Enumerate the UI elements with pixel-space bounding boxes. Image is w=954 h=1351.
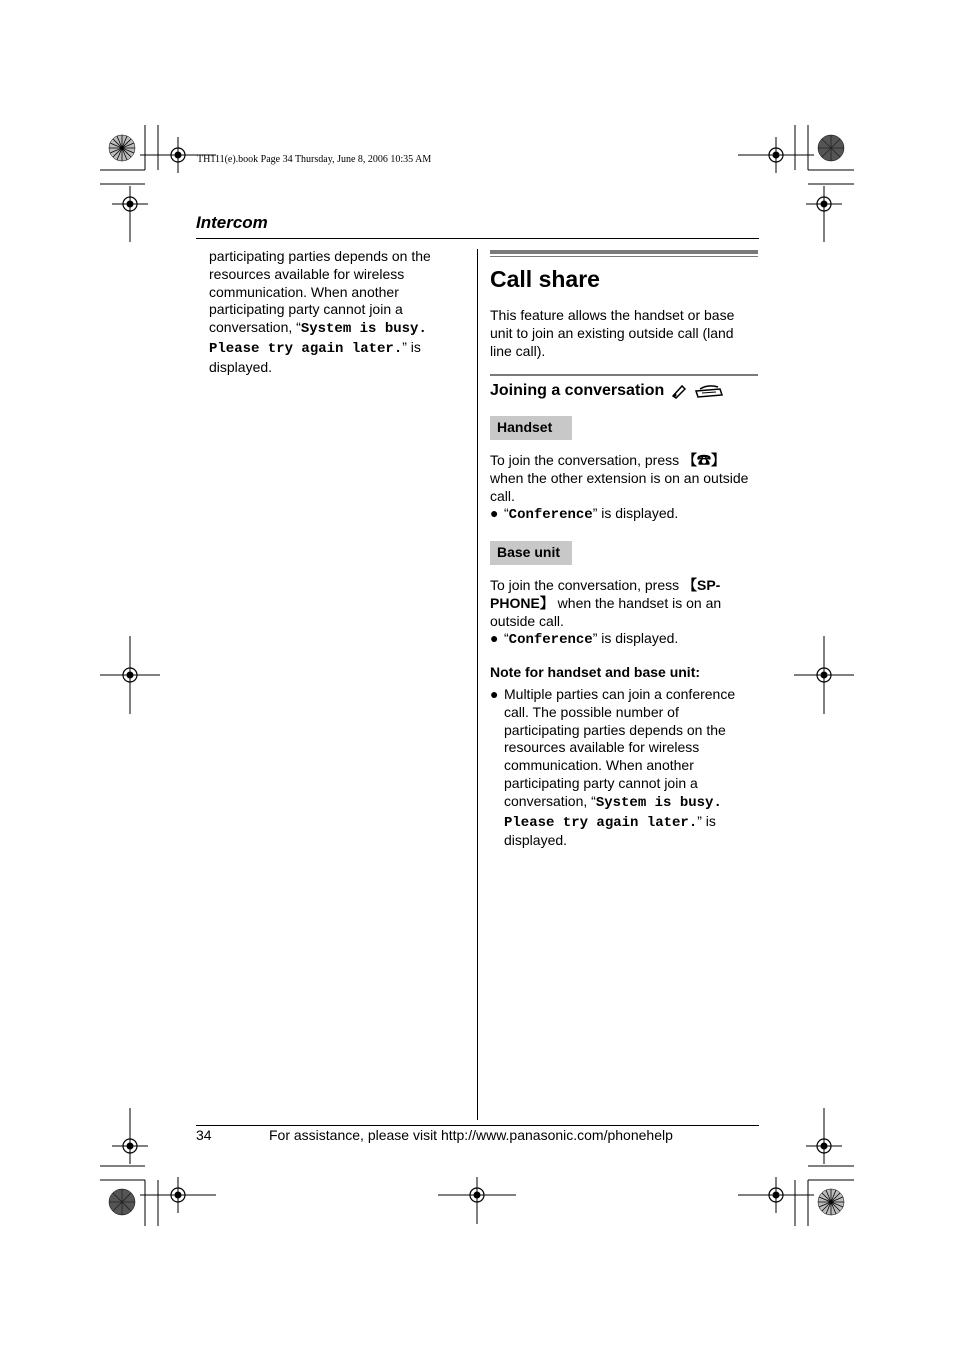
bullet-icon: ●	[490, 630, 499, 647]
note-title: Note for handset and base unit:	[490, 664, 701, 681]
header-rule	[196, 238, 759, 239]
joining-heading: Joining a conversation	[490, 382, 665, 400]
base-unit-label: Base unit	[490, 541, 572, 565]
handset-instruction	[490, 452, 758, 505]
bullet-icon: ●	[490, 505, 499, 522]
note-text-end: ” is displayed.	[504, 812, 716, 849]
handset-label: Handset	[490, 416, 572, 440]
note-bullet	[490, 686, 758, 850]
footer-assistance: For assistance, please visit http://www.panasonic.com/phonehelp	[269, 1127, 673, 1143]
left-column-text	[209, 248, 471, 377]
print-info: TH111(e).book Page 34 Thursday, June 8, 2006 10:35 AM	[197, 154, 432, 165]
talk-key: 【☎】	[683, 451, 725, 468]
note-mono-message: System is busy. Please try again later.	[504, 794, 722, 831]
bullet-post: ” is displayed.	[592, 630, 679, 647]
heading-rule-thick	[490, 250, 758, 254]
bullet-pre: “	[504, 630, 509, 647]
handset-bullet	[490, 505, 758, 525]
bullet-mono: Conference	[508, 632, 593, 649]
base-instruction-post: when the handset is on an outside call.	[490, 594, 722, 629]
base-unit-icon	[694, 383, 724, 399]
bullet-mono: Conference	[508, 507, 593, 524]
left-text-start: participating parties depends on the resources available for wireless communication. When another participating party cannot join a conversation, “	[209, 248, 431, 336]
sp-phone-key: 【SP-PHONE】	[490, 576, 721, 611]
base-instruction-pre: To join the conversation, press	[490, 576, 683, 593]
call-share-title: Call share	[490, 266, 600, 292]
handset-instruction-pre: To join the conversation, press	[490, 451, 683, 468]
bullet-post: ” is displayed.	[592, 505, 679, 522]
note-text-start: Multiple parties can join a conference call. The possible number of participating parties depends on the resources available for wireless communication. When another participating party cannot join a conversation, “	[504, 685, 736, 809]
base-unit-bullet	[490, 630, 758, 650]
bullet-icon: ●	[490, 685, 499, 702]
heading-rule-thin	[490, 256, 758, 257]
right-column	[490, 250, 758, 850]
footer-rule	[196, 1125, 759, 1126]
joining-heading-row	[490, 382, 758, 400]
section-title: Intercom	[196, 213, 268, 232]
left-mono-message: System is busy. Please try again later.	[209, 321, 427, 357]
left-text-end: ” is displayed.	[209, 338, 421, 375]
handset-instruction-post: when the other extension is on an outside call.	[490, 469, 749, 504]
page-number: 34	[196, 1127, 212, 1143]
column-divider	[477, 249, 478, 1120]
subheading-rule	[490, 374, 758, 376]
handset-icon	[670, 383, 688, 399]
bullet-pre: “	[504, 505, 509, 522]
base-unit-instruction	[490, 577, 758, 630]
call-share-intro: This feature allows the handset or base unit to join an existing outside call (land line call).	[490, 307, 735, 359]
